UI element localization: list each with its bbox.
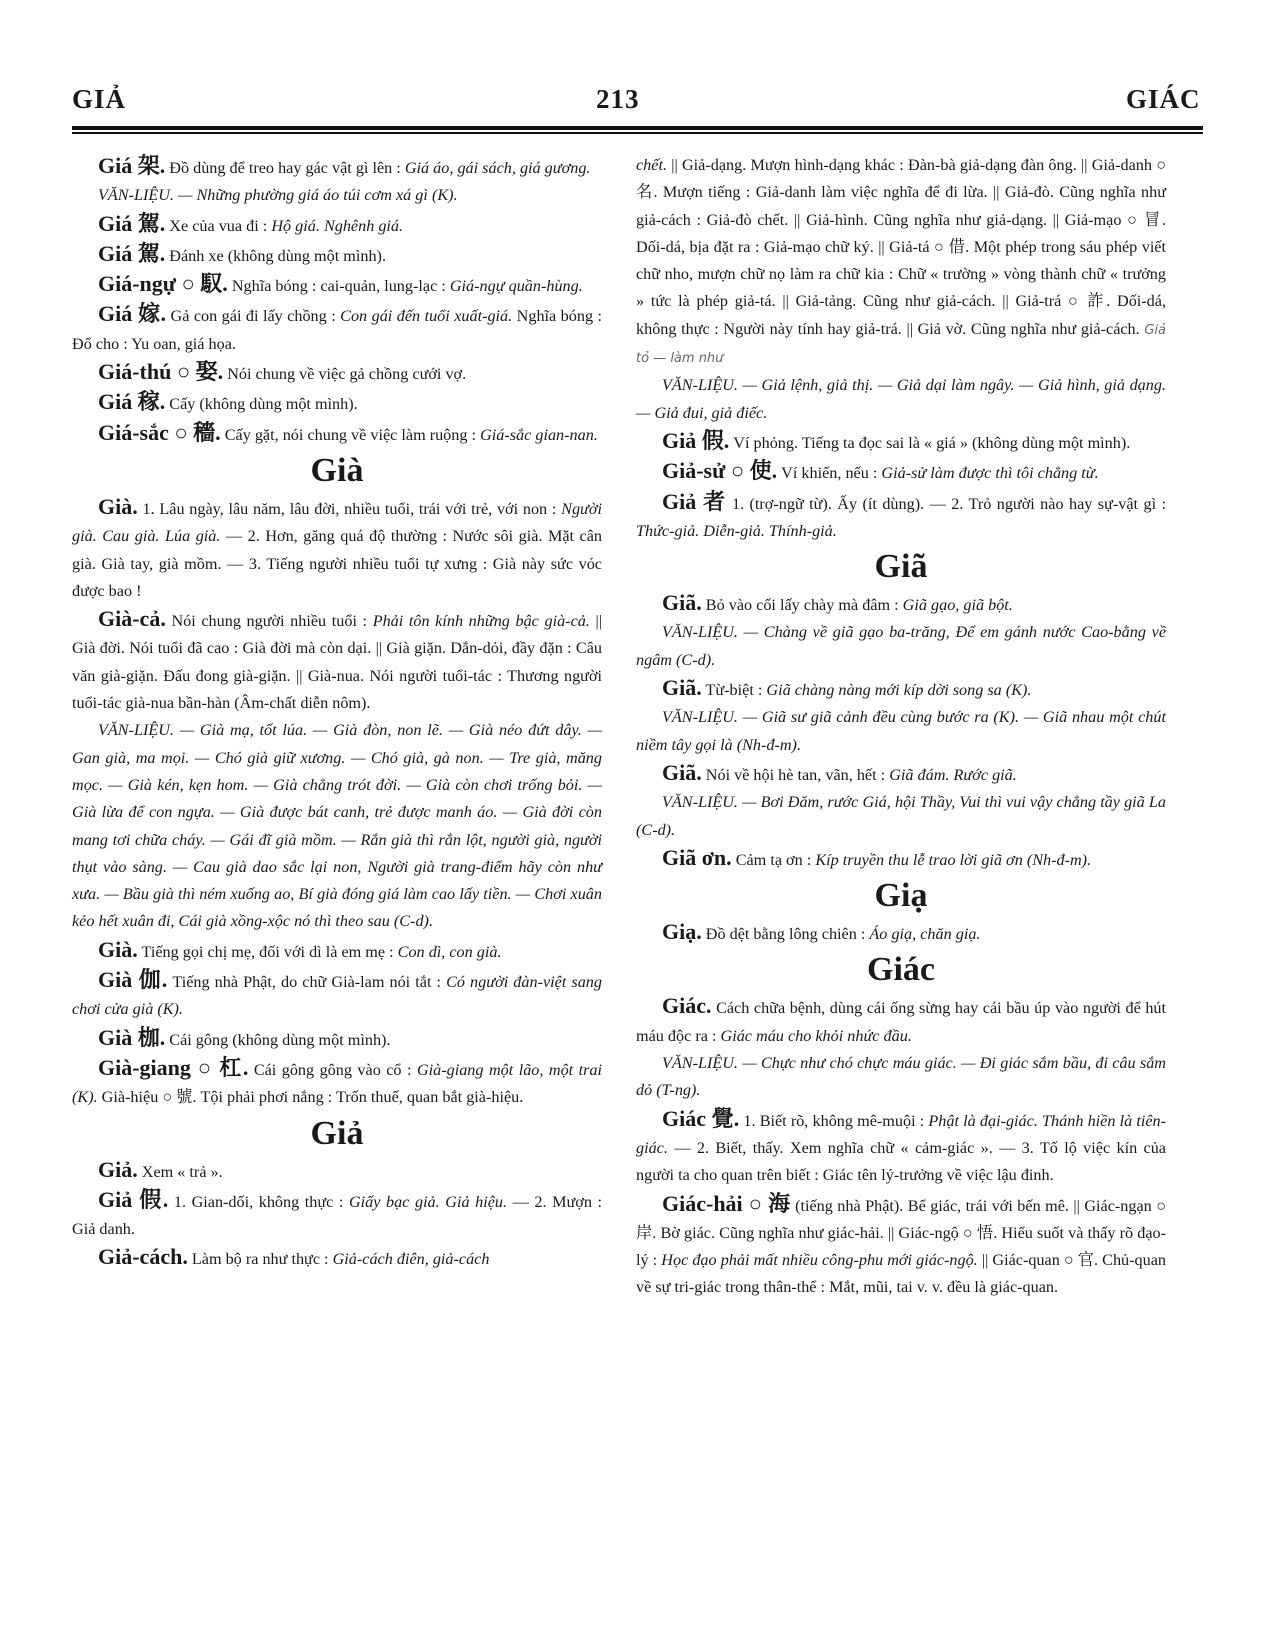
- dictionary-entry: [72, 152, 602, 182]
- dictionary-entry: [72, 270, 602, 300]
- dictionary-entry: [636, 488, 1166, 546]
- headword: Già-giang ○ 杠.: [98, 1054, 249, 1080]
- section-heading: Giã: [874, 548, 928, 586]
- headword: Giá 駕.: [98, 240, 166, 266]
- section-heading: Già: [310, 451, 364, 489]
- headword: Giác-hải ○ 海: [662, 1190, 791, 1216]
- definition-continued: || Già đời. Nói tuổi đã cao : Già đời mà còn dại. || Già giặn. Dắn-dỏi, đầy đặn : Câu văn già-giặn. Đấu đong già-giặn. || Già-nua. Nói người tuổi-tác : Thương người tuổi-tác già-nua bần-hàn (Âm-chất diễn nôm).: [72, 612, 603, 713]
- dictionary-entry: [72, 1243, 602, 1273]
- header-rule-thin: [72, 132, 1203, 134]
- headword: Giã.: [662, 675, 702, 701]
- example-text: Giá-ngự quần-hùng.: [449, 277, 583, 296]
- definition-text: Tiếng nhà Phật, do chữ Già-lam nói tắt :: [172, 973, 447, 992]
- definition-text: Cấy gặt, nói chung về việc làm ruộng :: [224, 425, 481, 444]
- example-text: Có người đàn-việt sang chơi cửa già (K).: [72, 973, 602, 1019]
- headword: Giạ.: [662, 919, 702, 945]
- definition-text: Cái gông (không dùng một mình).: [169, 1030, 391, 1049]
- headword: Giả 者: [662, 488, 727, 514]
- definition-text: Xe của vua đi :: [169, 216, 272, 235]
- dictionary-entry: [636, 619, 1166, 674]
- example-text: Học đạo phải mất nhiều công-phu mới giác-ngộ.: [661, 1251, 978, 1270]
- headword: Giã.: [662, 759, 702, 785]
- definition-text: Cái gông gông vào cổ :: [253, 1060, 417, 1079]
- dictionary-entry: [72, 1156, 602, 1186]
- headword: Giả.: [98, 1156, 138, 1182]
- dictionary-entry: [72, 419, 602, 449]
- left-column: [72, 152, 602, 1274]
- example-text: Con dì, con già.: [397, 942, 502, 961]
- example-text: Người già. Cau già. Lúa già.: [72, 499, 602, 546]
- dictionary-entry: [636, 992, 1166, 1050]
- headword: Giã.: [662, 590, 702, 616]
- headword: Giả-sử ○ 使.: [662, 458, 778, 484]
- example-text: Giã đám. Rước giã.: [889, 765, 1017, 784]
- definition-continued: — 2. Biết, thấy. Xem nghĩa chữ « cảm-giác ». — 3. Tố lộ việc kín của người ta cho quan trên biết : Giác tên lý-trưởng về việc lậu đinh.: [636, 1138, 1166, 1185]
- headword: Giả-cách.: [98, 1244, 188, 1270]
- definition-continued: || Giác-quan ○ 官. Chủ-quan về sự tri-giác trong thân-thể : Mắt, mũi, tai v. v. đều là giác-quan.: [636, 1251, 1167, 1297]
- headword: Giả 假.: [662, 427, 730, 453]
- definition-text: Từ-biệt :: [705, 681, 767, 700]
- dictionary-entry: [636, 704, 1166, 759]
- definition-text: Đánh xe (không dùng một mình).: [169, 246, 386, 265]
- dictionary-entry: [72, 966, 602, 1024]
- dictionary-entry: [72, 493, 602, 605]
- dictionary-entry: [636, 789, 1166, 844]
- section-heading: Giác: [867, 951, 935, 989]
- example-text: VĂN-LIỆU. — Chàng về giã gạo ba-trăng, Để em gánh nước Cao-bằng về ngâm (C-d).: [636, 623, 1166, 669]
- headword: Giã ơn.: [662, 844, 732, 870]
- example-text: Giá áo, gái sách, giá gương.: [404, 159, 591, 177]
- example-text: Áo giạ, chăn giạ.: [869, 925, 981, 944]
- example-text: Giác máu cho khỏi nhức đầu.: [720, 1026, 912, 1045]
- dictionary-entry: [72, 358, 602, 388]
- running-head-right: GIÁC: [1126, 84, 1201, 114]
- definition-text: Ví khiến, nếu :: [781, 464, 882, 483]
- definition-text: Nói chung về việc gả chồng cưới vợ.: [227, 365, 467, 384]
- dictionary-entry: [72, 240, 602, 270]
- example-text: Hộ giá. Nghênh giá.: [271, 216, 404, 235]
- headword: Già.: [98, 936, 138, 962]
- example-text: Giả-sử làm được thì tôi chẳng từ.: [881, 464, 1099, 483]
- headword: Giá-ngự ○ 馭.: [98, 271, 228, 297]
- example-text: Già-giang một lão, một trai (K).: [72, 1060, 603, 1107]
- headword: Già.: [98, 493, 138, 519]
- example-text: Giã gạo, giã bột.: [902, 596, 1013, 615]
- page-number: 213: [596, 84, 640, 114]
- example-text: Giá-sắc gian-nan.: [480, 425, 598, 444]
- dictionary-entry: [636, 589, 1166, 619]
- running-head-left: GIẢ: [72, 84, 127, 114]
- definition-continued: Nghĩa bóng : Đổ cho : Yu oan, giá họa.: [72, 307, 603, 353]
- definition-text: Nói chung người nhiều tuổi :: [171, 612, 373, 631]
- definition-text: Gả con gái đi lấy chồng :: [170, 307, 341, 326]
- section-heading: Giả: [310, 1114, 364, 1152]
- dictionary-entry: [72, 300, 602, 358]
- headword: Giác.: [662, 993, 712, 1019]
- example-text: Thức-giả. Diễn-giả. Thính-giả.: [636, 521, 837, 540]
- definition-text: 1. Gian-dối, không thực :: [173, 1192, 349, 1211]
- example-text: VĂN-LIỆU. — Chực như chó chực máu giác. — Đi giác sắm bầu, đi câu sắm dỏ (T-ng).: [636, 1054, 1166, 1100]
- dictionary-entry: [636, 674, 1166, 704]
- dictionary-entry: [636, 1190, 1166, 1302]
- dictionary-entry: [72, 717, 602, 935]
- definition-text: Đồ dùng để treo hay gác vật gì lên :: [169, 159, 405, 177]
- definition-continued: Già-hiệu ○ 號. Tội phải phơi nắng : Trốn thuế, quan bắt già-hiệu.: [97, 1088, 524, 1107]
- headword: Già-cả.: [98, 606, 166, 632]
- handwritten-annotation: Giả tỏ — làm như: [636, 322, 1166, 367]
- definition-text: Nghĩa bóng : cai-quản, lung-lạc :: [231, 277, 450, 296]
- headword: Giá-thú ○ 娶.: [98, 359, 224, 385]
- example-text: VĂN-LIỆU. — Giã sư giã cảnh đều cùng bước ra (K). — Giã nhau một chút niềm tây gọi là (Nh-đ-m).: [636, 708, 1166, 754]
- dictionary-entry: [636, 152, 1166, 372]
- definition-text: Làm bộ ra như thực :: [191, 1250, 333, 1269]
- dictionary-entry: [636, 457, 1166, 487]
- dictionary-entry: [72, 210, 602, 240]
- headword: Giá 駕.: [98, 210, 166, 236]
- example-text: VĂN-LIỆU. — Bơi Đăm, rước Giá, hội Thầy, Vui thì vui vậy chẳng tầy giã La (C-d).: [636, 793, 1166, 839]
- definition-text: 1. Biết rõ, không mê-muội :: [743, 1111, 929, 1130]
- definition-text: Xem « trả ».: [141, 1162, 223, 1181]
- headword: Giá 架.: [98, 153, 166, 178]
- definition-text: Nói về hội hè tan, vãn, hết :: [705, 765, 890, 784]
- definition-text: Đồ dệt bằng lông chiên :: [705, 925, 870, 944]
- definition-text: Cấy (không dùng một mình).: [169, 395, 358, 414]
- example-text: Phải tôn kính những bậc già-cả.: [372, 612, 590, 631]
- example-text: Giả-cách điên, giả-cách: [332, 1250, 490, 1269]
- definition-text: Bỏ vào cối lấy chày mà đâm :: [705, 596, 903, 615]
- headword: Giá-sắc ○ 穡.: [98, 419, 221, 445]
- definition-text: (tiếng nhà Phật). Bể giác, trái với bến mê. || Giác-ngạn ○ 岸. Bờ giác. Cũng nghĩa như giác-hải. || Giác-ngộ ○ 悟. Hiểu suốt và thấy rõ đạo-lý :: [636, 1196, 1167, 1270]
- example-text: chết.: [636, 156, 668, 174]
- example-text: Kíp truyền thu lễ trao lời giã ơn (Nh-đ-m).: [815, 850, 1092, 869]
- definition-continued: || Giả-dạng. Mượn hình-dạng khác : Đàn-bà giả-dạng đàn ông. || Giả-danh ○ 名. Mượn tiếng : Giả-danh làm việc nghĩa để đi lừa. || Giả-đò. Cũng nghĩa như giả-cách : Giả-đò chết. || Giả-hình. Cũng nghĩa như giả-dạng. || Giả-mạo ○ 冒. Dối-dá, bịa đặt ra : Giả-mạo chữ ký. || Giả-tá ○ 借. Một phép trong sáu phép viết chữ nho, mượn chữ nọ làm ra chữ kia : Chữ « trường » vòng thành chữ « trưởng » tức là phép giả-tá. || Giả-tảng. Cũng như giả-cách. || Giả-trá ○ 詐. Dối-dá, không thực : Người này tính hay giả-trá. || Giả vờ. Cũng nghĩa như giả-cách.: [636, 156, 1166, 338]
- dictionary-entry: [72, 182, 602, 209]
- definition-continued: — 2. Hơn, găng quá độ thường : Nước sôi già. Mặt cân già. Già tay, già mồm. — 3. Tiếng người nhiều tuổi tự xưng : Già này sức vóc được bao !: [72, 527, 602, 600]
- header-rule: [72, 126, 1203, 130]
- dictionary-entry: [72, 1024, 602, 1054]
- dictionary-entry: [636, 918, 1166, 948]
- dictionary-entry: [636, 1105, 1166, 1190]
- section-heading: Giạ: [874, 877, 928, 915]
- dictionary-entry: [636, 372, 1166, 427]
- dictionary-entry: [72, 1054, 602, 1112]
- right-column: [636, 152, 1166, 1302]
- example-text: VĂN-LIỆU. — Già mạ, tốt lúa. — Già đòn, non lẽ. — Già néo đứt dây. — Gan già, ma mọi. — Chó già giữ xương. — Chó già, gà non. — Tre già, măng mọc. — Già kén, kẹn hom. — Già chẳng trót đời. — Già còn chơi trống bỏi. — Già lừa để con ngựa. — Già được bát canh, trẻ được manh áo. — Già đời còn mang tơi chữa cháy. — Gái đĩ già mồm. — Rắn già thì rắn lột, người già, người thụt vào sàng. — Cau già dao sắc lại non, Người già trang-điểm hãy còn như xưa. — Bầu già thì ném xuống ao, Bí già đóng giá làm cao lấy tiền. — Chơi xuân kẻo hết xuân đi, Cái già xồng-xộc nó thì theo sau (C-d).: [72, 721, 602, 931]
- definition-text: 1. (trợ-ngữ từ). Ấy (ít dùng). — 2. Trỏ người nào hay sự-vật gì :: [731, 494, 1167, 513]
- headword: Giá 嫁.: [98, 301, 167, 327]
- definition-text: Ví phỏng. Tiếng ta đọc sai là « giá » (không dùng một mình).: [733, 433, 1131, 452]
- dictionary-entry: [636, 427, 1166, 457]
- dictionary-entry: [72, 936, 602, 966]
- definition-text: Cách chữa bệnh, dùng cái ống sừng hay cái bầu úp vào người để hút máu độc ra :: [636, 999, 1167, 1045]
- dictionary-entry: [636, 1050, 1166, 1105]
- dictionary-entry: [72, 1186, 602, 1244]
- headword: Già 伽.: [98, 967, 168, 993]
- dictionary-entry: [72, 605, 602, 717]
- dictionary-entry: [636, 844, 1166, 874]
- example-text: Giấy bạc giả. Giả hiệu.: [348, 1192, 508, 1211]
- definition-text: Tiếng gọi chị mẹ, đối với dì là em mẹ :: [141, 942, 398, 961]
- example-text: VĂN-LIỆU. — Những phường giá áo túi cơm xá gì (K).: [98, 186, 458, 205]
- dictionary-entry: [72, 388, 602, 418]
- example-text: Con gái đến tuổi xuất-giá.: [340, 307, 513, 326]
- example-text: VĂN-LIỆU. — Giả lệnh, giả thị. — Giả dại làm ngây. — Giả hình, giả dạng. — Giả đui, giả điếc.: [636, 376, 1166, 422]
- headword: Già 枷.: [98, 1024, 166, 1050]
- definition-text: Cảm tạ ơn :: [735, 850, 816, 869]
- dictionary-entry: [636, 759, 1166, 789]
- example-text: Giã chàng nàng mới kíp dời song sa (K).: [766, 681, 1032, 700]
- headword: Giá 稼.: [98, 389, 166, 415]
- definition-continued: — 2. Mượn : Giả danh.: [72, 1192, 602, 1239]
- definition-text: 1. Lâu ngày, lâu năm, lâu đời, nhiều tuổi, trái với trẻ, với non :: [142, 499, 562, 518]
- headword: Giả 假.: [98, 1186, 169, 1212]
- headword: Giác 覺.: [662, 1105, 740, 1131]
- example-text: Phật là đại-giác. Thánh hiền là tiên-giác.: [636, 1111, 1167, 1157]
